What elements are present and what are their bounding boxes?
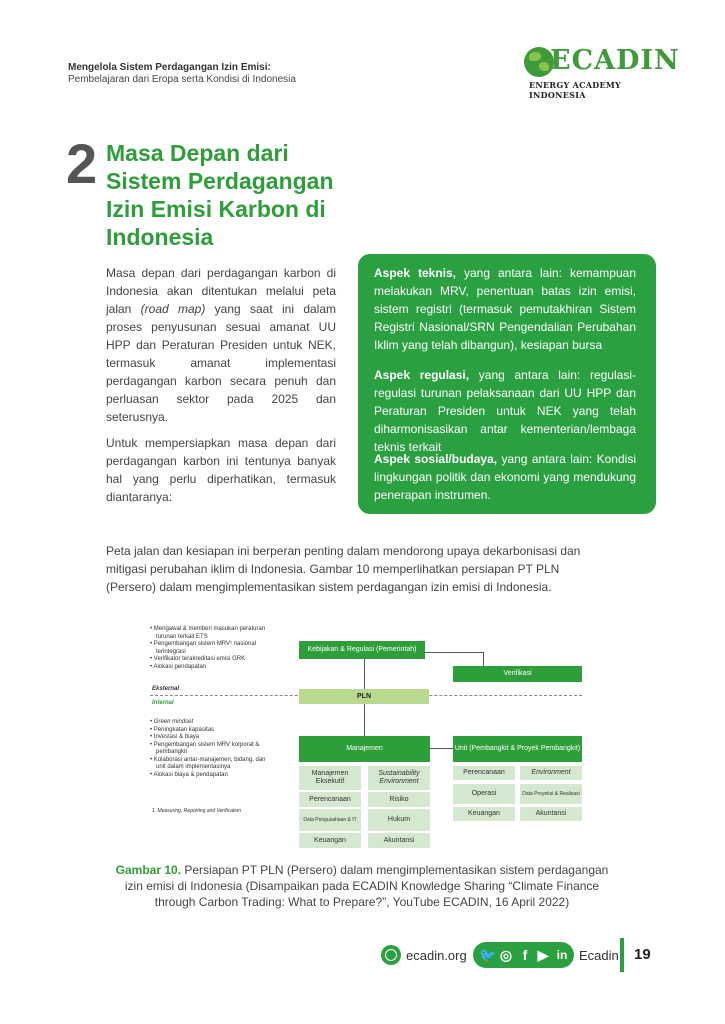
mgmt-item: Manajemen Eksekutif (299, 766, 361, 790)
footnote: 1. Measuring, Reporting and Verification (152, 808, 242, 814)
verifikasi-box: Verifikasi (453, 666, 582, 682)
website-link[interactable]: ecadin.org (406, 948, 467, 963)
mgmt-item: Keuangan (299, 833, 361, 848)
aspect-technical: Aspek teknis, yang antara lain: kemampuan melakukan MRV, penentuan batas izin emisi, sistem registri (termasuk pemutakhiran Sistem Registri Nasional/SRN Pengendalian Perubahan Iklim yang telah dibangun), kesiapan bursa (374, 266, 636, 352)
aspect-regulation: Aspek regulasi, yang antara lain: regulasi-regulasi turunan pelaksanaan dari UU HPP dan Peraturan Presiden untuk NEK yang telah diharmonisasikan antar kementerian/lembaga teknis terkait (374, 368, 636, 454)
internal-bullets (150, 719, 268, 779)
mgmt-item: Perencanaan (299, 792, 361, 807)
unit-item: Operasi (453, 784, 515, 804)
connector-line (364, 704, 365, 736)
list-item: • Green mindset (150, 719, 194, 725)
social-bar (473, 942, 574, 968)
ecadin-logo (524, 44, 680, 100)
list-item: • Kolaborasi antar-manajemen, bidang, dan unit dalam implementasinya (150, 756, 266, 770)
aspects-box (358, 254, 656, 514)
linkedin-icon[interactable]: in (556, 948, 568, 962)
twitter-icon[interactable]: 🐦 (479, 947, 497, 963)
social-handle: Ecadin (579, 948, 619, 963)
unit-box: Unit (Pembangkit & Proyek Pembangkit) (453, 736, 582, 762)
mgmt-item: Data Pengusahaan & IT (299, 809, 361, 831)
logo-tagline: ENERGY ACADEMY INDONESIA (529, 80, 622, 100)
mgmt-item: Sustainability Environment (368, 766, 430, 790)
aspect-social: Aspek sosial/budaya, yang antara lain: Kondisi lingkungan politik dan ekonomi yang mendukung penerapan instrumen. (374, 452, 636, 502)
kebijakan-box: Kebijakan & Regulasi (Pemerintah) (299, 641, 425, 659)
list-item: • Pengembangan sistem MRV korporat & pembangkit (150, 741, 260, 755)
connector-line (430, 748, 453, 749)
page-number: 19 (634, 946, 651, 963)
body-paragraph: Peta jalan dan kesiapan ini berperan penting dalam mendorong upaya dekarbonisasi dan mitigasi perubahan iklim di Indonesia. Gambar 10 memperlihatkan persiapan PT PLN (Persero) dalam mengimplementasikan sistem perdagangan izin emisi di Indonesia. (106, 544, 581, 594)
section-number: 2 (66, 132, 98, 195)
mgmt-item: Akuntansi (368, 833, 430, 848)
unit-item: Environment (520, 766, 582, 780)
footer-divider (620, 938, 624, 972)
running-header-title: Mengelola Sistem Perdagangan Izin Emisi: (68, 62, 271, 73)
list-item: • Alokasi biaya & pendapatan (150, 771, 228, 778)
pln-box: PLN (299, 689, 429, 704)
unit-item: Keuangan (453, 807, 515, 821)
mgmt-item: Risiko (368, 792, 430, 807)
list-item: • Peningkatan kapasitas (150, 726, 215, 733)
manajemen-box: Manajemen (299, 736, 430, 762)
figure-caption: Gambar 10. Persiapan PT PLN (Persero) dalam mengimplementasikan sistem perdagangan izin emisi di Indonesia (Disampaikan pada ECADIN Knowledge Sharing “Climate Finance through Carbon Trading: What to Prepare?”, YouTube ECADIN, 16 April 2022) (115, 863, 609, 909)
list-item: • Investasi & biaya (150, 734, 200, 740)
website-icon (381, 945, 401, 965)
list-item: • Mengawal & memberi masukan peraturan turunan terkait ETS (150, 626, 266, 640)
figure-pln-diagram (146, 622, 590, 852)
section-title: Masa Depan dari Sistem Perdagangan Izin Emisi Karbon di Indonesia (106, 140, 334, 250)
facebook-icon[interactable]: f (522, 947, 528, 963)
external-bullets (150, 626, 268, 671)
logo-wordmark: ECADIN (550, 45, 680, 76)
intro-paragraph: Masa depan dari perdagangan karbon di Indonesia akan ditentukan melalui peta jalan (road map) yang saat ini dalam proses penyusunan sesuai amanat UU HPP dan Peraturan Presiden untuk NEK, termasuk amanat implementasi perdagangan karbon secara penuh dan perluasan sektor pada 2025 dan seterusnya. (106, 266, 336, 424)
list-item: • Pengembangan sistem MRV¹ nasional terintegrasi (150, 641, 257, 655)
internal-label: Internal (152, 700, 174, 706)
list-item: • Verifikator terakreditasi emisi GRK (150, 656, 246, 662)
connector-line (483, 652, 484, 666)
unit-item: Akuntansi (520, 807, 582, 821)
unit-item: Data Proyeksi & Realisasi (520, 784, 582, 804)
preparation-paragraph: Untuk mempersiapkan masa depan dari perdagangan karbon ini tentunya banyak hal yang perlu diperhatikan, termasuk diantaranya: (106, 436, 336, 504)
youtube-icon[interactable]: ▶ (537, 947, 549, 963)
external-label: Eksternal (152, 686, 180, 692)
unit-item: Perencanaan (453, 766, 515, 780)
mgmt-item: Hukum (368, 809, 430, 831)
list-item: • Alokasi pendapatan (150, 663, 207, 670)
running-header-subtitle: Pembelajaran dari Eropa serta Kondisi di Indonesia (68, 74, 296, 85)
instagram-icon[interactable]: ◎ (499, 947, 513, 963)
connector-line (364, 659, 365, 689)
